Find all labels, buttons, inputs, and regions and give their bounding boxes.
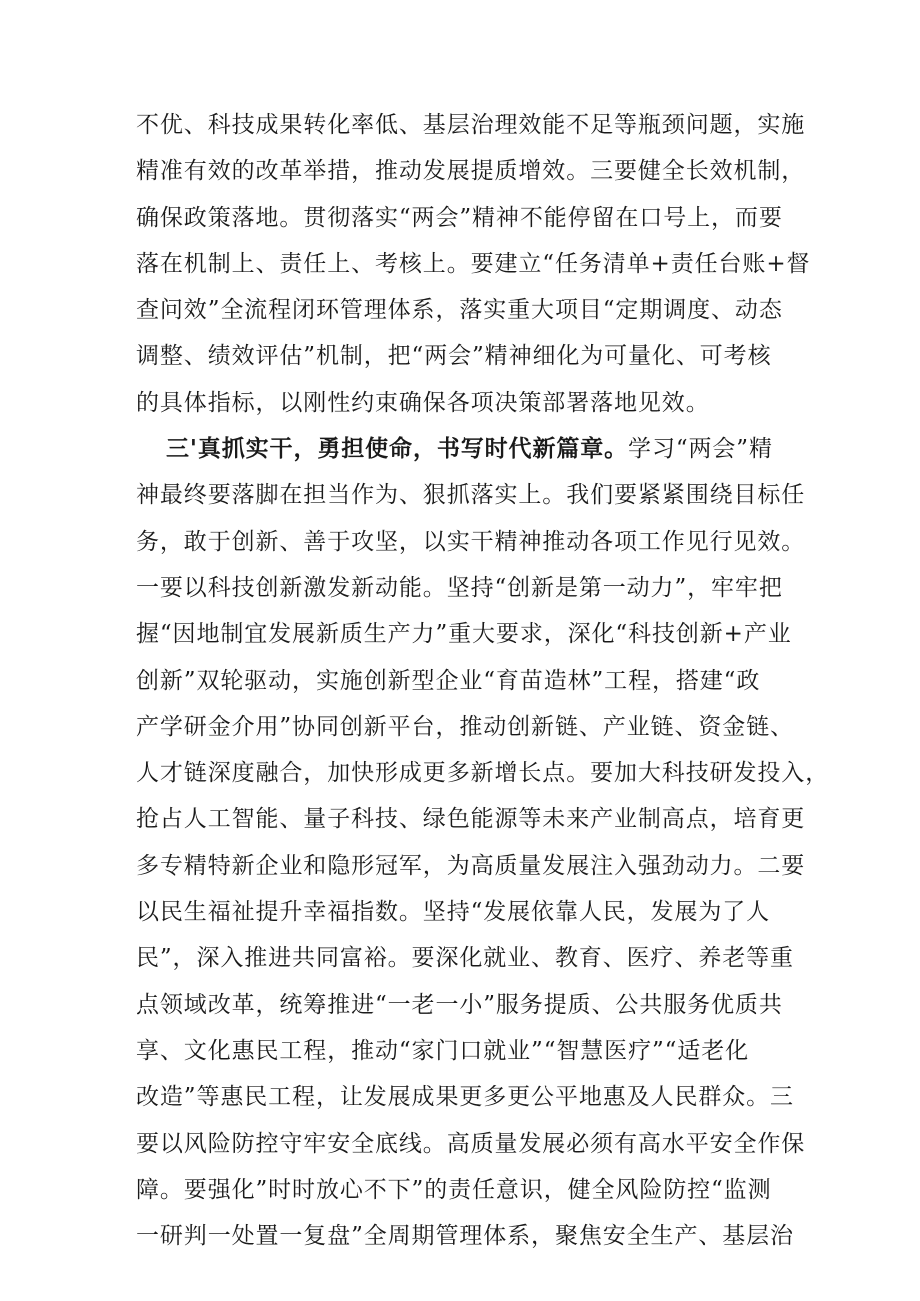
text-line: 多专精特新企业和隐形冠军，为高质量发展注入强劲动力。二要 — [136, 852, 806, 879]
text-line: 人才链深度融合，加快形成更多新增长点。要加大科技研发投入， — [136, 760, 830, 787]
text-line: 产学研金介用”协同创新平台，推动创新链、产业链、资金链、 — [136, 713, 794, 740]
text-line: 民”，深入推进共同富裕。要深化就业、教育、医疗、养老等重 — [136, 945, 794, 972]
section-heading-line-rest: 学习“两会”精 — [628, 436, 773, 463]
text-line: 享、文化惠民工程，推动“家门口就业”“智慧医疗”“适老化 — [136, 1037, 749, 1064]
text-line: 精准有效的改革举措，推动发展提质增效。三要健全长效机制， — [136, 158, 806, 185]
text-line: 调整、绩效评估”机制，把“两会”精神细化为可量化、可考核 — [136, 343, 772, 370]
text-line: 以民生福祉提升幸福指数。坚持“发展依靠人民，发展为了人 — [136, 899, 771, 926]
text-line: 要以风险防控守牢安全底线。高质量发展必须有高水平安全作保 — [136, 1130, 806, 1157]
text-line: 点领域改革，统筹推进“一老一小”服务提质、公共服务优质共 — [136, 991, 783, 1018]
text-line: 握“因地制宜发展新质生产力”重大要求，深化“科技创新+产业 — [136, 621, 792, 648]
text-line: 的具体指标，以刚性约束确保各项决策部署落地见效。 — [136, 389, 710, 416]
text-line: 一要以科技创新激发新动能。坚持“创新是第一动力”，牢牢把 — [136, 574, 783, 601]
section-heading: 三'真抓实干，勇担使命，书写时代新篇章。 — [166, 435, 629, 463]
section-heading-line — [136, 426, 796, 472]
text-line: 障。要强化”时时放心不下”的责任意识，健全风险防控“监测 — [136, 1176, 772, 1203]
text-line: 抢占人工智能、量子科技、绿色能源等未来产业制高点，培育更 — [136, 806, 806, 833]
text-line: 确保政策落地。贯彻落实“两会”精神不能停留在口号上，而要 — [136, 204, 783, 231]
text-line: 查问效”全流程闭环管理体系，落实重大项目“定期调度、动态 — [136, 297, 783, 324]
document-body — [136, 102, 830, 1259]
text-line: 不优、科技成果转化率低、基层治理效能不足等瓶颈问题，实施 — [136, 112, 806, 138]
text-line: 一研判一处置一复盘”全周期管理体系，聚焦安全生产、基层治 — [136, 1223, 794, 1250]
text-line: 改造”等惠民工程，让发展成果更多更公平地惠及人民群众。三 — [136, 1084, 794, 1111]
text-line: 创新”双轮驱动，实施创新型企业“育苗造林”工程，搭建“政 — [136, 667, 761, 694]
text-line: 神最终要落脚在担当作为、狠抓落实上。我们要紧紧围绕目标任 — [136, 482, 806, 509]
text-line: 落在机制上、责任上、考核上。要建立“任务清单+责任台账+督 — [136, 250, 811, 277]
text-line: 务，敢于创新、善于攻坚，以实干精神推动各项工作见行见效。 — [136, 528, 806, 555]
